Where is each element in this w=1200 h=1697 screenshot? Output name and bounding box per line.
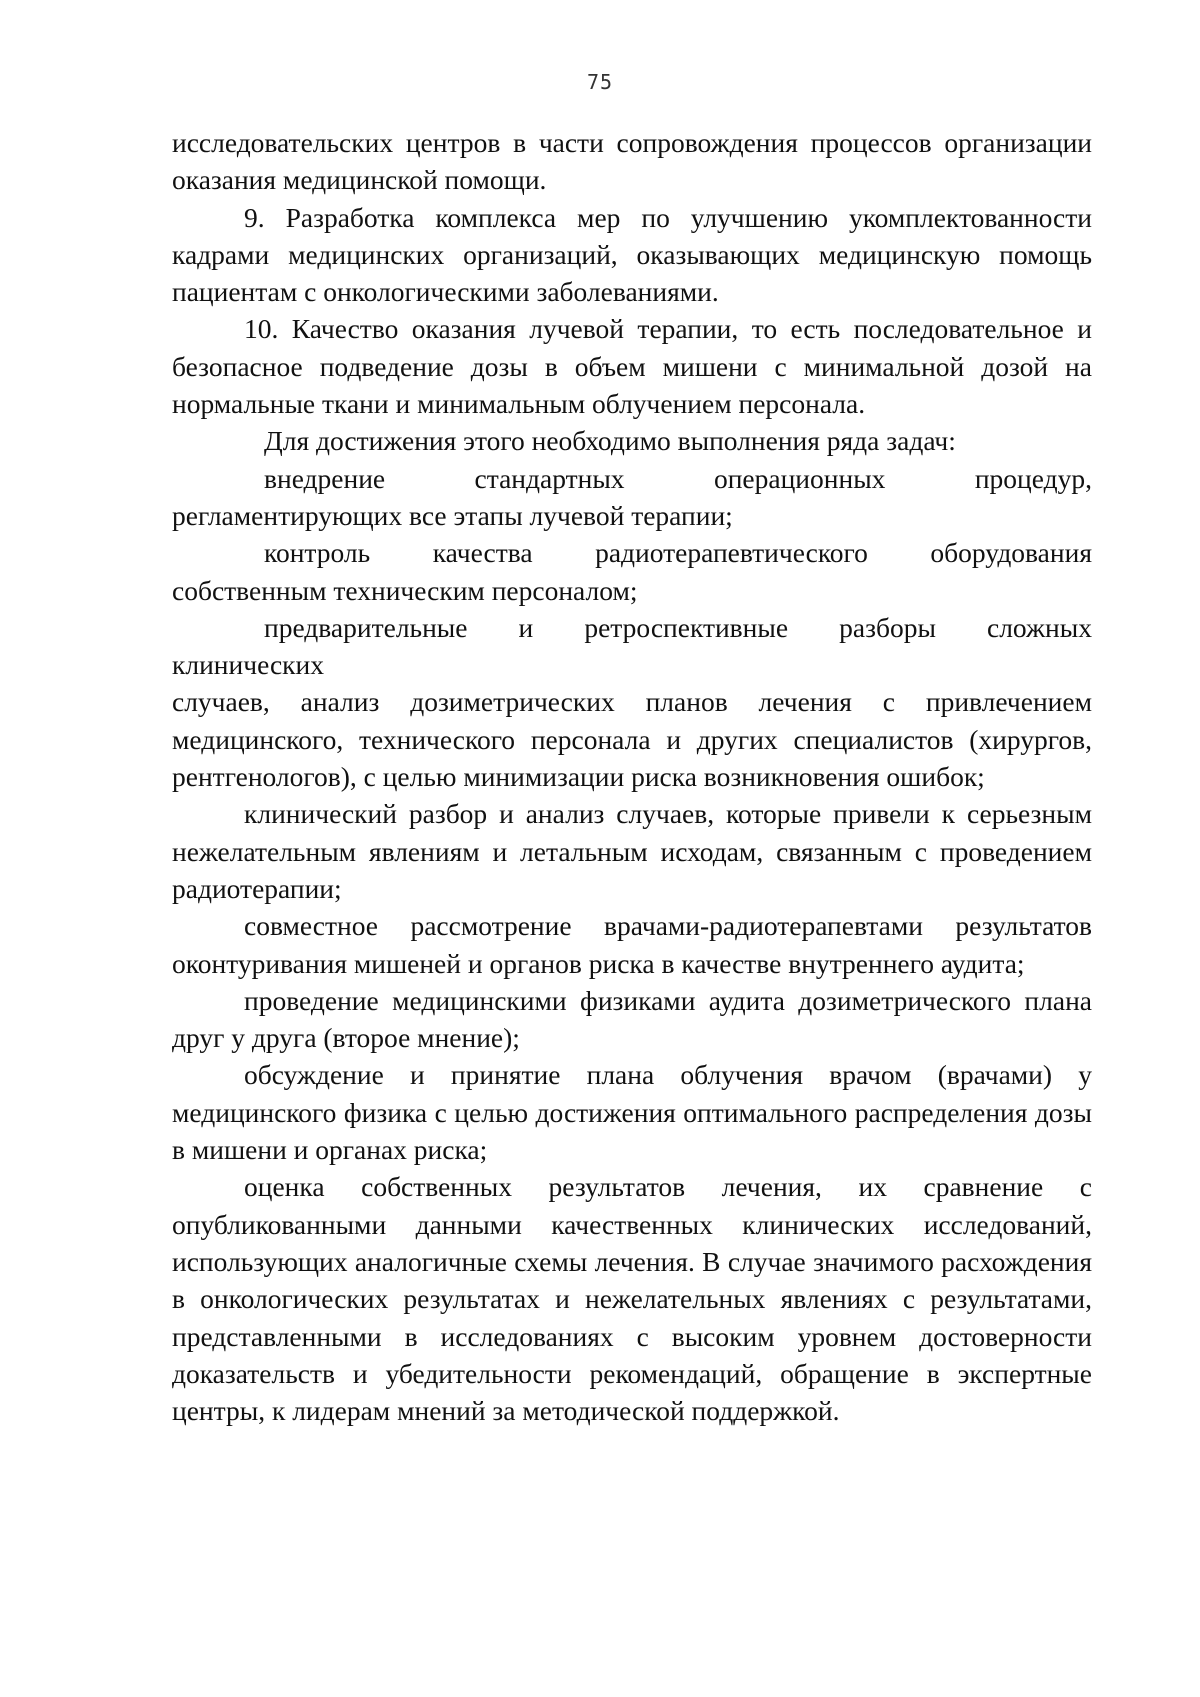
page-number: 75 — [586, 70, 614, 94]
task-3-word: предварительные — [264, 611, 468, 643]
task-8: оценка собственных результатов лечения, их сравнение с опубликованными данными качественных клинических исследований, использующих аналогичные схемы лечения. В случае значимого расхождения в онкологических результатах и нежелательных явлениях с результатами, представленными в исследованиях с высоким уровнем достоверности доказательств и убедительности рекомендаций, обращение в экспертные центры, к лидерам мнений за методической поддержкой. — [172, 1171, 1092, 1427]
paragraph-continuation: исследовательских центров в части сопровождения процессов организации оказания медицинской помощи. — [172, 127, 1092, 196]
paragraph-item-10: 10. Качество оказания лучевой терапии, то есть последовательное и безопасное подведение дозы в объем мишени с минимальной дозой на нормальные ткани и минимальным облучением персонала. — [172, 313, 1092, 420]
task-1-word: операционных — [713, 462, 886, 494]
task-3-rest: случаев, анализ дозиметрических планов лечения с привлечением медицинского, технического персонала и других специалистов (хирургов, рентгенологов), с целью минимизации риска возникновения ошибок; — [172, 686, 1092, 793]
task-3-second-line: клинических — [172, 649, 324, 681]
task-1-rest: регламентирующих все этапы лучевой терапии; — [172, 499, 733, 531]
task-1-word: внедрение — [264, 462, 386, 494]
document-body — [172, 124, 1092, 1429]
task-1-word: процедур, — [974, 462, 1092, 494]
task-1-first-line — [172, 460, 1092, 497]
task-2-rest: собственным техническим персоналом; — [172, 574, 638, 606]
task-6: проведение медицинскими физиками аудита дозиметрического плана друг у друга (второе мнение); — [172, 984, 1092, 1054]
task-2-first-line — [172, 534, 1092, 571]
task-3-first-line — [172, 609, 1092, 646]
task-2-word: радиотерапевтического — [595, 537, 868, 569]
task-3-word: ретроспективные — [584, 611, 789, 643]
task-7: обсуждение и принятие плана облучения врачом (врачами) у медицинского физика с целью достижения оптимального распределения дозы в мишени и органах риска; — [172, 1059, 1092, 1166]
paragraph-item-9: 9. Разработка комплекса мер по улучшению укомплектованности кадрами медицинских организаций, оказывающих медицинскую помощь пациентам с онкологическими заболеваниями. — [172, 201, 1092, 308]
task-2-word: контроль — [264, 537, 371, 569]
task-2-word: качества — [432, 537, 533, 569]
task-1-word: стандартных — [474, 462, 625, 494]
task-4: клинический разбор и анализ случаев, которые привели к серьезным нежелательным явлениям и летальным исходам, связанным с проведением радиотерапии; — [172, 798, 1092, 904]
paragraph-tasks-intro: Для достижения этого необходимо выполнения ряда задач: — [264, 425, 956, 457]
task-3-word: сложных — [987, 611, 1092, 643]
task-3-word: разборы — [839, 611, 936, 643]
task-3-word: и — [518, 611, 534, 643]
task-5: совместное рассмотрение врачами-радиотерапевтами результатов оконтуривания мишеней и органов риска в качестве внутреннего аудита; — [172, 910, 1092, 979]
task-2-word: оборудования — [930, 537, 1092, 569]
